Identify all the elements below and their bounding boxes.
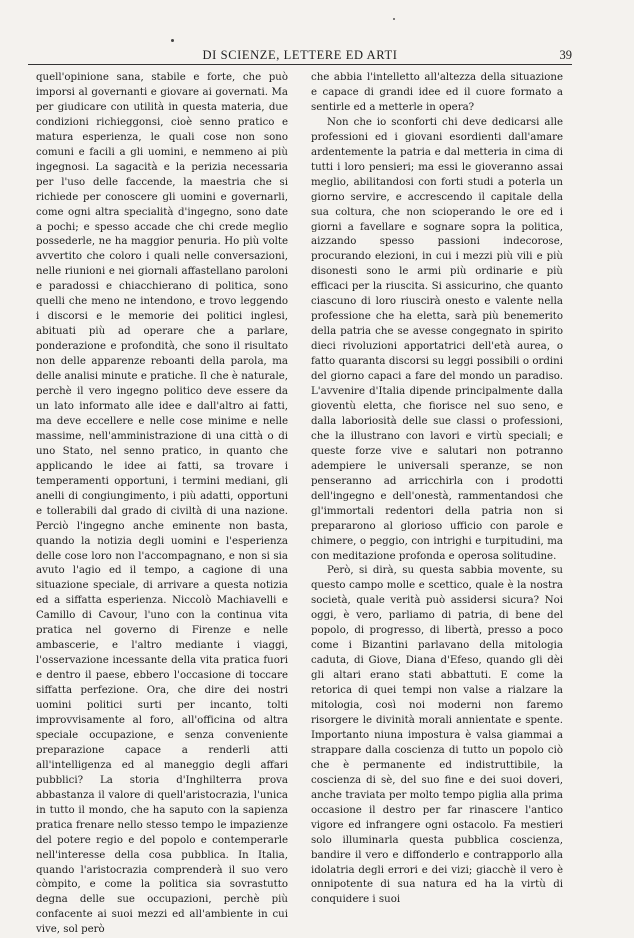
page-number: 39 [559,48,572,62]
paragraph: Non che io sconforti chi deve dedicarsi alle professioni ed i giovani esordienti dall'amare ardentemente la patria e dal metteria in cima di tutti i loro pensieri; ma essi le gioveranno assai meglio, abilitandosi con forti studi a poterla un giorno servire, e accrescendo il capitale della sua coltura, che non scioperando le ore ed i giorni a favellare e sognare sopra la politica, aizzando spesso passioni indecorose, procurando elezioni, in cui i mezzi più vili e più disonesti sono le armi più ordinarie e più efficaci per la riuscita. Si assicurino, che quanto ciascuno di loro riuscirà onesto e valente nella professione che ha eletta, sarà più benemerito della patria che se avesse congegnato in spirito dieci rivoluzioni apportatrici dell'età aurea, o fatto quaranta discorsi su leggi possibili o ordini del giorno capaci a fare del mondo un paradiso. L'avvenire d'Italia dipende principalmente dalla gioventù eletta, che fiorisce nel suo seno, e dalla laboriosità delle sue classi o professioni, che la illustrano con lavori e virtù speciali; e queste forze vive e salutari non potranno adempiere le universali speranze, se non penseranno ad arricchirla con i prodotti dell'ingegno e dell'onestà, rammentandosi che gl'immortali redentori della patria non si prepararono al glorioso ufficio con parole e chimere, o peggio, con intrighi e turpitudini, ma con meditazione profonda e operosa solitudine. [311,116,563,562]
print-speck [171,39,174,42]
paragraph: Però, si dirà, su questa sabbia movente, su questo campo molle e scettico, quale è la nostra società, quale verità può assidersi sicura? Noi oggi, è vero, parliamo di patria, di bene del popolo, di progresso, di libertà, presso a poco come i Bizantini parlavano della mitologia caduta, di Giove, Diana d'Efeso, quando gli dèi gli altari erano stati abbattuti. E come la retorica di quei tempi non valse a rialzare la mitologia, così noi moderni non faremo risorgere le divinità morali annientate e spente. Importanto niuna impostura è valsa giammai a strappare dalla coscienza di tutto un popolo ciò che è permanente ed indistruttibile, la coscienza di sè, del suo fine e dei suoi doveri, anche traviata per molto tempo piglia alla prima occasione il destro per far rinascere l'antico vigore ed infrangere ogni ostacolo. Fa mestieri solo illuminarla questa pubblica coscienza, bandire il vero e diffonderlo e contrapporlo alla idolatria degli errori e dei vizi; giacchè il vero è onnipotente di sua natura ed ha la virtù di conquidere i suoi [311,565,563,906]
header-rule [28,64,572,65]
running-title: DI SCIENZE, LETTERE ED ARTI [202,48,398,62]
right-text-column [311,71,563,906]
running-header [28,48,572,68]
paragraph: quell'opinione sana, stabile e forte, che può imporsi al governanti e giovare ai governati. Ma per giudicare con utilità in questa materia, due condizioni richieggonsi, cioè senno pratico e matura esperienza, le quali cose non sono comuni e facili a gli uomini, e nemmeno ai più ingegnosi. La sagacità e la perizia necessaria per l'uso delle faccende, la maestria che si richiede per conoscere gli uomini e governarli, come ogni altra specialità d'ingegno, sono date a pochi; e spesso accade che chi crede meglio possederle, ne ha maggior penuria. Ho più volte avvertito che coloro i quali nelle conversazioni, nelle riunioni e nei giornali affastellano paroloni e paradossi e chiacchierano di politica, sono quelli che meno ne intendono, e trovo leggendo i discorsi e le memorie dei politici inglesi, abituati più ad operare che a parlare, ponderazione e profondità, che sono il risultato non delle apparenze reboanti della parola, ma delle analisi minute e pratiche. Il che è naturale, perchè il vero ingegno politico deve essere da un lato informato alle idee e dall'altro ai fatti, ma deve eccellere e nelle cose minime e nelle massime, nell'amministrazione di una città o di uno Stato, nel senno pratico, in quanto che applicando le idee ai fatti, sa trovare i temperamenti opportuni, i termini mediani, gli anelli di congiungimento, i più adatti, opportuni e tollerabili dal grado di civiltà di una nazione. Perciò l'ingegno anche eminente non basta, quando la notizia degli uomini e l'esperienza delle cose loro non l'accompagnano, e non si sia avuto l'agio ed il tempo, a cagione di una situazione speciale, di arrivare a questa notizia ed a siffatta esperienza. Niccolò Machiavelli e Camillo di Cavour, l'uno con la continua vita pratica nel governo di Firenze e nelle ambascerie, e l'altro mediante i viaggi, l'osservazione incessante della vita pratica fuori e dentro il paese, ebbero l'occasione di toccare siffatta perfezione. Ora, che dire dei nostri uomini politici surti per incanto, tolti improvvisamente al foro, all'officina od altra speciale occupazione, e senza conveniente preparazione capace a renderli atti all'intelligenza ed al maneggio degli affari pubblici? La storia d'Inghilterra prova abbastanza il valore di quell'aristocrazia, l'unica in tutto il mondo, che ha saputo con la sapienza pratica frenare nello stesso tempo le impazienze del potere regio e del popolo e contemperarle nell'interesse della cosa pubblica. In Italia, quando l'aristocrazia comprenderà il suo vero còmpito, e come la politica sia sovrastutto degna delle sue occupazioni, perchè più confacente ai suoi mezzi ed all'ambiente in cui vive, sol però [36,72,288,936]
left-text-column [36,71,288,936]
print-speck [393,18,395,20]
paragraph: che abbia l'intelletto all'altezza della situazione e capace di grandi idee ed il cuore formato a sentirle ed a metterle in opera? [311,72,563,113]
